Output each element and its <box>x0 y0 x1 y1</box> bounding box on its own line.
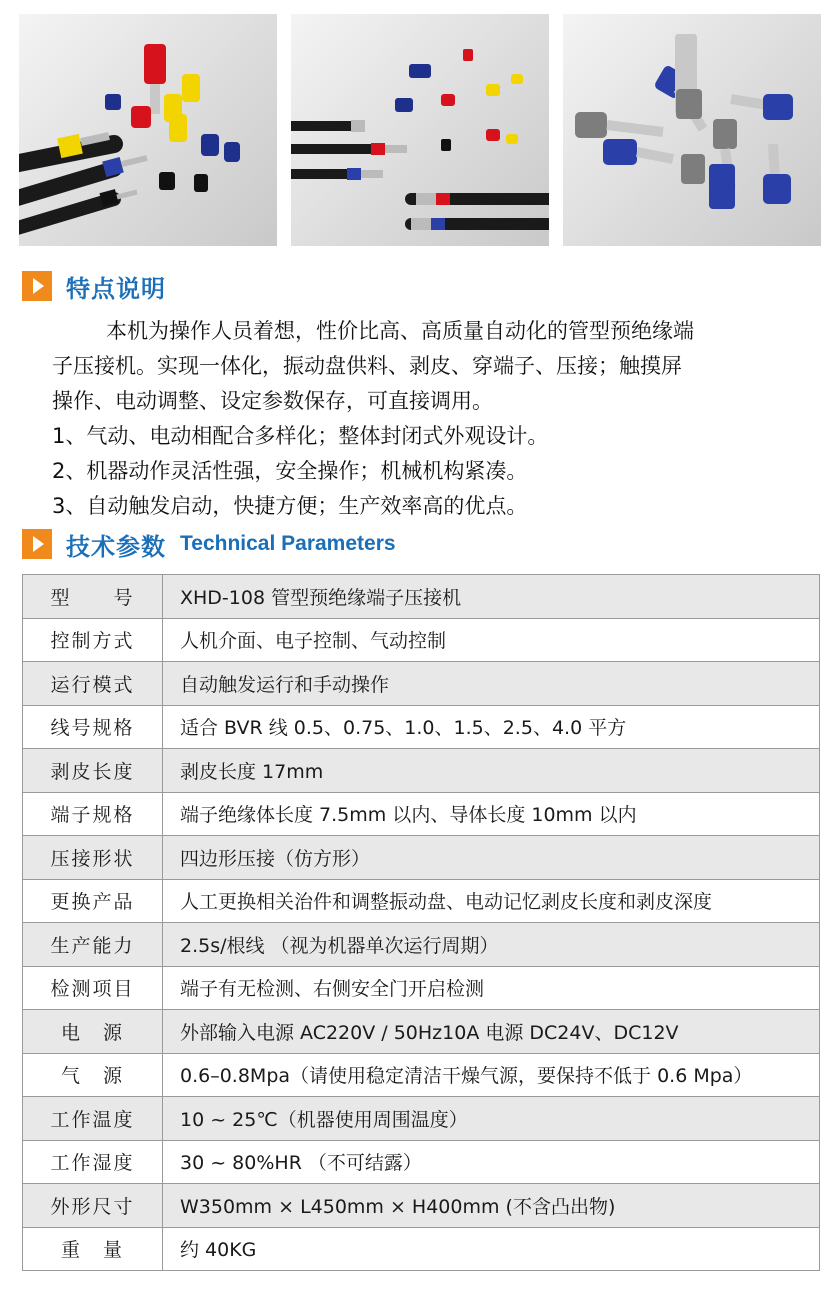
param-label: 控制方式 <box>23 618 163 662</box>
param-label: 生产能力 <box>23 923 163 967</box>
crimped-wires-photo <box>291 14 549 246</box>
features-heading <box>22 270 166 302</box>
feature-item: 2、机器动作灵活性强，安全操作；机械机构紧凑。 <box>52 459 528 483</box>
table-row <box>23 618 820 662</box>
play-arrow-icon <box>22 529 52 559</box>
param-label: 电 源 <box>23 1010 163 1054</box>
params-title-en: Technical Parameters <box>180 532 396 555</box>
ferrules-with-wires-photo <box>19 14 277 246</box>
param-value: 人机介面、电子控制、气动控制 <box>163 618 820 662</box>
param-value: 端子有无检测、右侧安全门开启检测 <box>163 966 820 1010</box>
param-value: 约 40KG <box>163 1227 820 1271</box>
feature-item: 1、气动、电动相配合多样化；整体封闭式外观设计。 <box>52 424 549 448</box>
param-label: 剥皮长度 <box>23 749 163 793</box>
table-row <box>23 836 820 880</box>
param-value: 外部输入电源 AC220V / 50Hz10A 电源 DC24V、DC12V <box>163 1010 820 1054</box>
param-value: XHD-108 管型预绝缘端子压接机 <box>163 575 820 619</box>
table-row <box>23 1184 820 1228</box>
param-label: 工作温度 <box>23 1097 163 1141</box>
params-heading <box>22 528 396 560</box>
param-label: 线号规格 <box>23 705 163 749</box>
param-label: 工作湿度 <box>23 1140 163 1184</box>
table-row <box>23 923 820 967</box>
param-label: 压接形状 <box>23 836 163 880</box>
table-row <box>23 575 820 619</box>
table-row <box>23 1140 820 1184</box>
param-label: 端子规格 <box>23 792 163 836</box>
param-value: 四边形压接（仿方形） <box>163 836 820 880</box>
param-label: 检测项目 <box>23 966 163 1010</box>
param-label: 更换产品 <box>23 879 163 923</box>
param-value: W350mm × L450mm × H400mm (不含凸出物) <box>163 1184 820 1228</box>
param-label: 型 号 <box>23 575 163 619</box>
params-table <box>22 574 820 1271</box>
param-value: 30 ~ 80%HR （不可结露） <box>163 1140 820 1184</box>
param-label: 气 源 <box>23 1053 163 1097</box>
param-value: 人工更换相关治件和调整振动盘、电动记忆剥皮长度和剥皮深度 <box>163 879 820 923</box>
table-row <box>23 966 820 1010</box>
param-label: 运行模式 <box>23 662 163 706</box>
param-value: 10 ~ 25℃（机器使用周围温度） <box>163 1097 820 1141</box>
play-arrow-icon <box>22 271 52 301</box>
params-title: 技术参数 <box>66 532 166 561</box>
param-value: 适合 BVR 线 0.5、0.75、1.0、1.5、2.5、4.0 平方 <box>163 705 820 749</box>
table-row <box>23 1053 820 1097</box>
param-value: 端子绝缘体长度 7.5mm 以内、导体长度 10mm 以内 <box>163 792 820 836</box>
table-row <box>23 879 820 923</box>
table-row <box>23 749 820 793</box>
table-row <box>23 1010 820 1054</box>
features-text <box>52 314 820 524</box>
table-row <box>23 792 820 836</box>
gray-blue-ferrules-photo <box>563 14 821 246</box>
feature-item: 3、自动触发启动，快捷方便；生产效率高的优点。 <box>52 494 528 518</box>
param-value: 剥皮长度 17mm <box>163 749 820 793</box>
features-title: 特点说明 <box>66 274 166 303</box>
param-value: 0.6–0.8Mpa（请使用稳定清洁干燥气源，要保持不低于 0.6 Mpa） <box>163 1053 820 1097</box>
param-value: 自动触发运行和手动操作 <box>163 662 820 706</box>
table-row <box>23 1097 820 1141</box>
table-row <box>23 662 820 706</box>
param-value: 2.5s/根线 （视为机器单次运行周期） <box>163 923 820 967</box>
features-intro: 本机为操作人员着想，性价比高、高质量自动化的管型预绝缘端 子压接机。实现一体化，振动盘供料、剥皮、穿端子、压接；触摸屏 操作、电动调整、设定参数保存，可直接调用。 <box>52 319 694 413</box>
table-row <box>23 705 820 749</box>
table-row <box>23 1227 820 1271</box>
param-label: 外形尺寸 <box>23 1184 163 1228</box>
param-label: 重 量 <box>23 1227 163 1271</box>
